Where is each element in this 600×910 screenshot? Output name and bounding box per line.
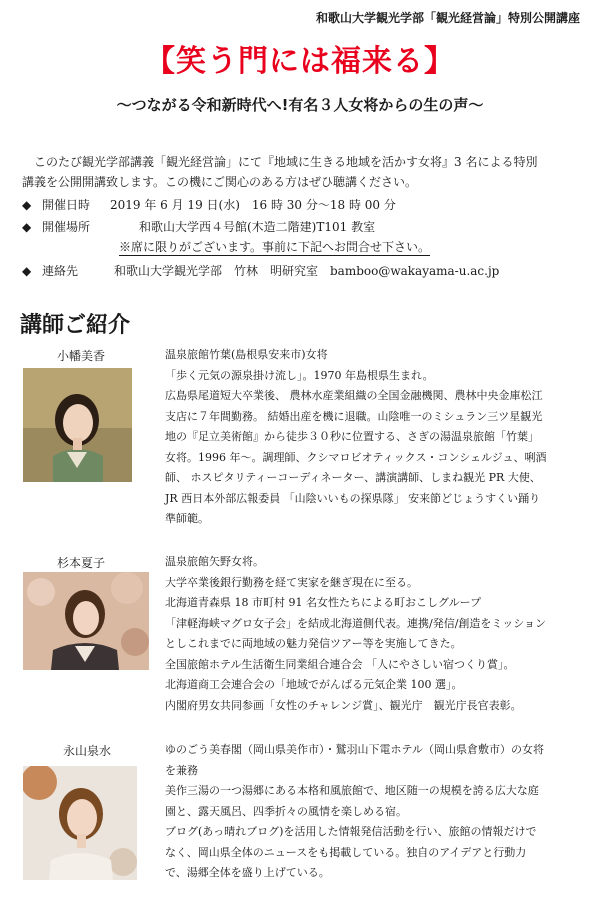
info-label: 開催場所 (42, 220, 91, 234)
lecturer-photo (23, 572, 149, 670)
info-contact (22, 262, 499, 280)
lecturer-bio (165, 345, 585, 530)
bio-line: 支店に７年間勤務。 結婚出産を機に退職。山陰唯一のミシュラン三ツ星観光 (165, 409, 543, 423)
bio-line: 師、 ホスピタリティーコーディネーター、講演講師、しまね観光 PR 大使、 (165, 471, 541, 484)
bio-line: 美作三湯の一つ湯郷にある本格和風旅館で、地区随一の規模を誇る広大な庭 (165, 784, 539, 797)
reservation-note: ※席に限りがございます。事前に下記へお問合せ下さい。 (119, 240, 431, 254)
bio-line: なく、岡山県全体のニュースをも掲載している。独自のアイデアと行動力 (165, 845, 527, 859)
page-title: 【笑う門には福来る】 (145, 44, 455, 79)
bio-line: ゆのごう美春閣（岡山県美作市）・鷲羽山下電ホテル（岡山県倉敷市）の女将 (165, 743, 544, 756)
bio-line: 北海道青森県 18 市町村 91 名女性たちによる町おこしグループ (165, 596, 482, 609)
bio-line: 広島県尾道短大卒業後、 農林水産業組織の全国金融機関、農林中央金庫松江 (165, 389, 543, 402)
bio-line: JR 西日本外部広報委員 「山陰いいもの探県隊」 安来節どじょうすくい踊り (165, 491, 541, 505)
info-value: 和歌山大学観光学部 竹林 明研究室 bamboo@wakayama-u.ac.jp (114, 264, 500, 278)
info-value: 2019 年 6 月 19 日(水) 16 時 30 分～18 時 00 分 (110, 198, 396, 212)
info-label: 連絡先 (42, 264, 79, 278)
intro-line: このたび観光学部講義「観光経営論」にて『地域に生きる地域を活かす女将』3 名による特別 (34, 155, 538, 169)
info-date (22, 196, 396, 214)
bullet-icon: ◆ (22, 198, 32, 212)
intro-paragraph (22, 152, 582, 192)
bio-line: 温泉旅館矢野女将。 (165, 555, 264, 568)
bullet-icon: ◆ (22, 264, 32, 278)
lecturer-name: 小幡美香 (57, 349, 106, 363)
bio-line: 地の『足立美術館』から徒歩３０秒に位置する、さぎの湯温泉旅館「竹葉」 (165, 430, 539, 443)
lecturer-name: 杉本夏子 (57, 556, 106, 570)
lecturer-name: 永山泉水 (63, 744, 112, 758)
lecturer-photo (23, 368, 132, 482)
intro-line: 講義を公開開講致します。この機にご関心のある方はぜひ聴講ください。 (22, 175, 418, 189)
bio-line: 北海道商工会連合会の「地域でがんばる元気企業 100 選」。 (165, 678, 463, 691)
bio-line: 園と、露天風呂、四季折々の風情を楽しめる宿。 (165, 804, 407, 818)
info-label: 開催日時 (42, 198, 91, 212)
bio-line: 準師範。 (165, 512, 209, 525)
info-place (22, 218, 375, 236)
bio-line: で、湯郷全体を盛り上げている。 (165, 866, 330, 879)
section-title: 講師ご紹介 (20, 313, 131, 338)
bio-line: 内閣府男女共同参画「女性のチャレンジ賞」、観光庁 観光庁長官表彰。 (165, 698, 522, 712)
info-value: 和歌山大学西４号館(木造二階建)T101 教室 (139, 220, 376, 234)
bio-line: ブログ(あっ晴れブログ)を活用した情報発信活動を行い、旅館の情報だけで (165, 825, 537, 838)
bio-line: 「津軽海峡マグロ女子会」を結成北海道側代表。連携/発信/創造をミッション (165, 616, 546, 630)
bio-line: 大学卒業後銀行勤務を経て実家を継ぎ現在に至る。 (165, 575, 418, 589)
bullet-icon: ◆ (22, 220, 32, 234)
page-subtitle: ～つながる令和新時代へ!有名３人女将からの生の声～ (116, 96, 484, 114)
lecturer-bio (165, 552, 585, 716)
bio-line: 全国旅館ホテル生活衛生同業組合連合会 「人にやさしい宿つくり賞」。 (165, 657, 515, 671)
header-note: 和歌山大学観光学部「観光経営論」特別公開講座 (315, 11, 580, 25)
bio-line: 「歩く元気の源泉掛け流し」。1970 年島根県生まれ。 (165, 368, 434, 382)
bio-line: 女将。1996 年～。調理師、クシマロビオティックス・コンシェルジュ、唎酒 (165, 450, 547, 464)
bio-line: 温泉旅館竹葉(島根県安来市)女将 (165, 348, 328, 361)
lecturer-photo (23, 766, 137, 880)
bio-line: としこれまでに両地域の魅力発信ツアー等を実施してきた。 (165, 637, 462, 650)
lecturer-bio (165, 740, 585, 884)
bio-line: を兼務 (165, 763, 198, 777)
